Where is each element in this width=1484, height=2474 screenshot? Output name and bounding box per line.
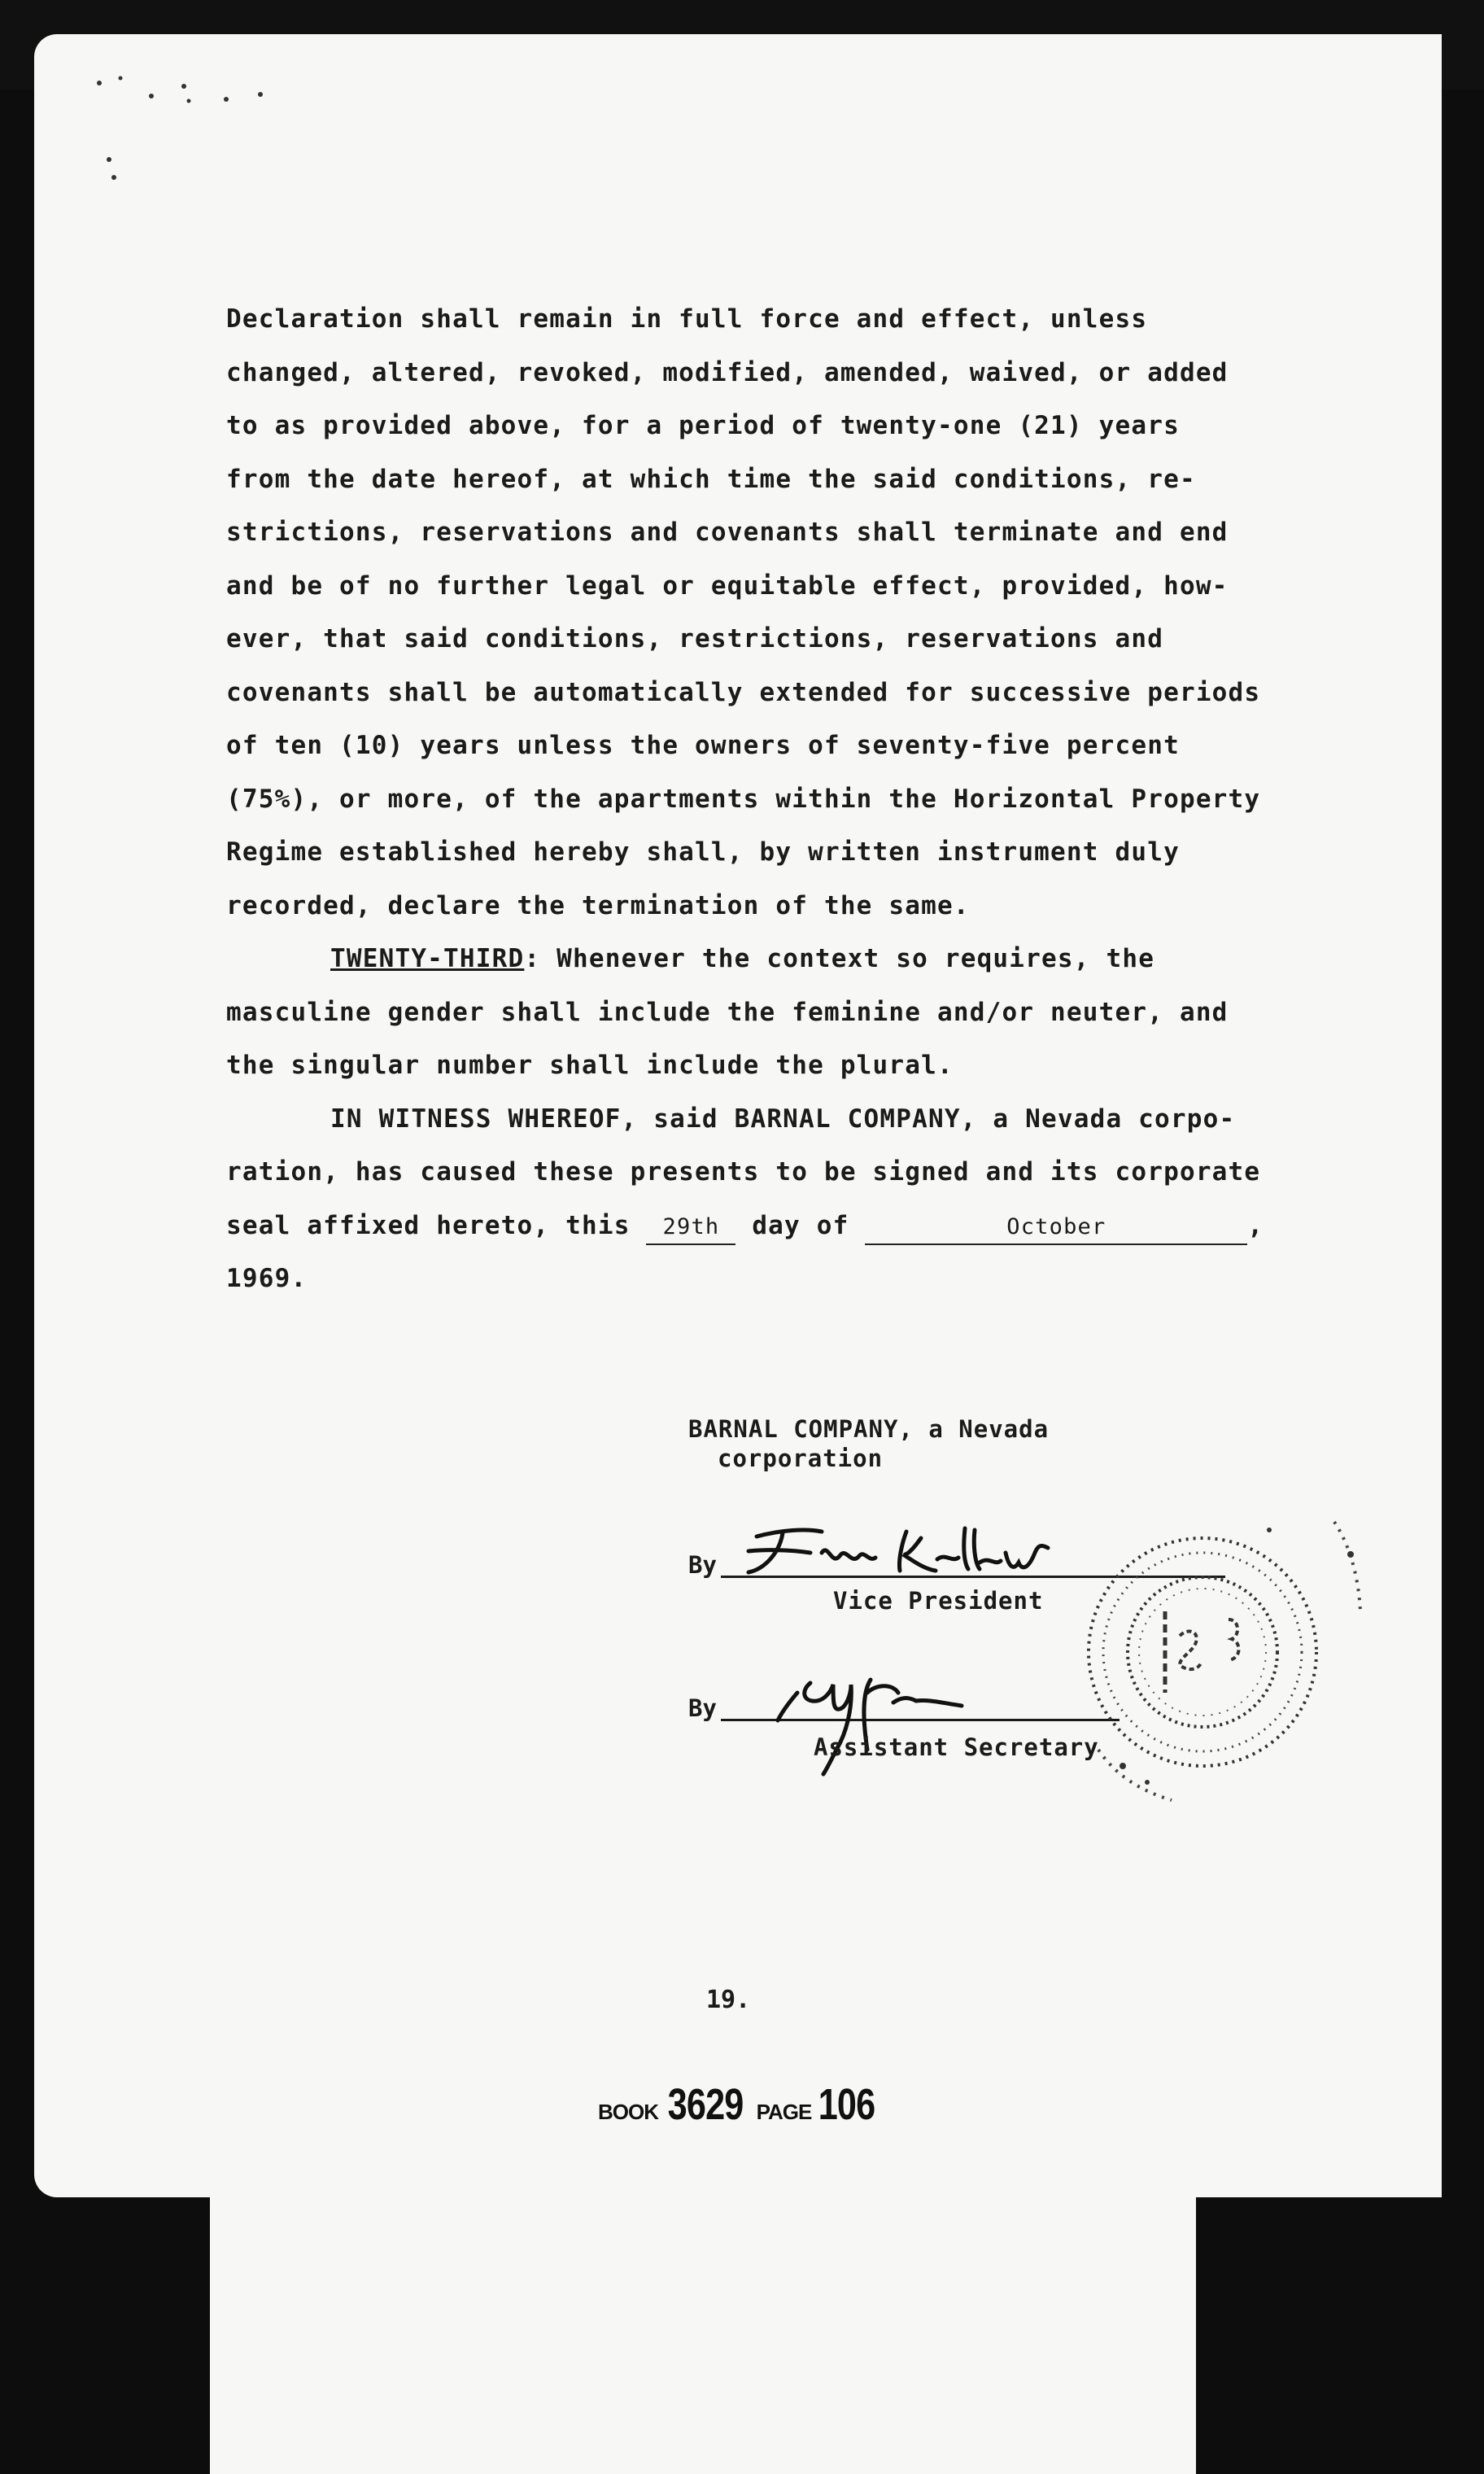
page-number: 19. (706, 1986, 751, 2014)
body-line: strictions, reservations and covenants shall terminate and end (226, 518, 1229, 547)
date-line (226, 1200, 1284, 1253)
witness-line: IN WITNESS WHEREOF, said BARNAL COMPANY, a Nevada corpo- (330, 1104, 1236, 1134)
body-line: Declaration shall remain in full force and effect, unless (226, 304, 1148, 334)
body-line: of ten (10) years unless the owners of seventy-five percent (226, 731, 1180, 760)
heading-colon: : (524, 944, 541, 973)
declaration-body (226, 293, 1284, 1306)
company-line: corporation (718, 1445, 884, 1472)
date-prefix: seal affixed hereto, this (226, 1210, 647, 1240)
witness-line: ration, has caused these presents to be signed and its corporate (226, 1157, 1261, 1187)
date-month-field: October (865, 1211, 1247, 1245)
body-line: recorded, declare the termination of the same. (226, 890, 970, 920)
book-page-reference (598, 2079, 882, 2130)
vice-president-signature (732, 1520, 1074, 1585)
page-label: PAGE (756, 2100, 812, 2124)
body-line: masculine gender shall include the feminine and/or neuter, and (226, 997, 1229, 1027)
date-day-field: 29th (646, 1211, 735, 1245)
body-line: and be of no further legal or equitable effect, provided, how- (226, 570, 1229, 601)
body-line: from the date hereof, at which time the said conditions, re- (226, 464, 1196, 494)
by-label-secretary: By (688, 1694, 717, 1722)
body-line: changed, altered, revoked, modified, amended, waived, or added (226, 357, 1229, 387)
company-name-block (688, 1414, 1049, 1473)
by-label-vp: By (688, 1551, 717, 1579)
corporate-seal (1066, 1497, 1375, 1872)
body-line: ever, that said conditions, restrictions, reservations and (226, 624, 1164, 653)
book-number: 3629 (667, 2080, 744, 2129)
body-line: (75%), or more, of the apartments within the Horizontal Property (226, 784, 1261, 814)
assistant-secretary-signature (749, 1660, 1009, 1782)
scan-specks (0, 0, 1484, 326)
book-label: BOOK (598, 2100, 658, 2124)
date-suffix: , (1247, 1210, 1264, 1240)
document-page-bottom (210, 2181, 1196, 2474)
body-line: Whenever the context so requires, the (540, 944, 1155, 973)
page-reference-number: 106 (818, 2080, 875, 2129)
year-line: 1969. (226, 1264, 308, 1293)
body-line: Regime established hereby shall, by written instrument duly (226, 837, 1180, 867)
twenty-third-paragraph-start (226, 933, 1284, 986)
date-mid: day of (735, 1210, 866, 1240)
body-line: the singular number shall include the plural. (226, 1051, 954, 1080)
vice-president-title: Vice President (833, 1587, 1044, 1615)
company-line: BARNAL COMPANY, a Nevada (688, 1415, 1050, 1443)
body-line: covenants shall be automatically extended for successive periods (226, 677, 1261, 707)
twenty-third-heading: TWENTY-THIRD (330, 944, 525, 973)
body-line: to as provided above, for a period of twenty-one (21) years (226, 411, 1180, 440)
assistant-secretary-title: Assistant Secretary (814, 1733, 1099, 1761)
